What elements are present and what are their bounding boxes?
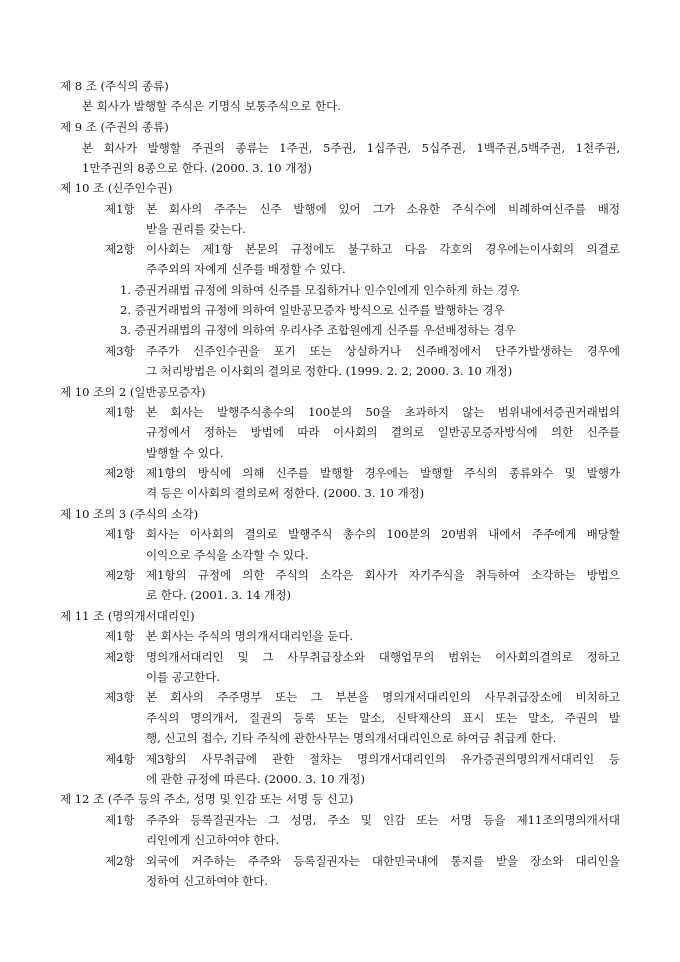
article-body-line: 본 회사가 발행할 주권의 종류는 1주권, 5주권, 1십주권, 5십주권, 1백주권,5백주권, 1천주권, [82, 141, 620, 155]
paragraph-line: 정하여 신고하여야 한다. [146, 874, 269, 888]
article-body-line: 본 회사가 발행할 주식은 기명식 보통주식으로 한다. [82, 99, 341, 113]
paragraph-label: 제2항 [105, 466, 135, 480]
paragraph-label: 제1항 [105, 405, 135, 419]
paragraph-line: 발행할 수 있다. [146, 446, 224, 460]
paragraph-line: 본 회사의 주주는 신주 발행에 있어 그가 소유한 주식수에 비례하여신주를 배정 [146, 202, 620, 216]
paragraph-line: 본 회사는 발행주식총수의 100분의 50을 초과하지 않는 범위내에서증권거래법의 [146, 405, 620, 419]
paragraph-label: 제2항 [105, 242, 135, 256]
paragraph-line: 행, 신고의 접수, 기타 주식에 관한사무는 명의개서대리인으로 하여금 취급케 한다. [146, 731, 557, 745]
paragraph-line: 주주와 등록질권자는 그 성명, 주소 및 인감 또는 서명 등을 제11조의명의개서대 [146, 813, 620, 827]
paragraph-line: 본 회사의 주주명부 또는 그 부본을 명의개서대리인의 사무취급장소에 비치하고 [146, 690, 620, 704]
article-heading: 제 10 조의 3 (주식의 소각) [60, 507, 199, 521]
paragraph-label: 제4항 [105, 752, 135, 766]
paragraph-line: 에 관한 규정에 따른다. (2000. 3. 10 개정) [146, 772, 365, 786]
paragraph-label: 제1항 [105, 527, 135, 541]
paragraph-label: 제2항 [105, 568, 135, 582]
list-item: 3. 증권거래법의 규정에 의하여 우리사주 조합원에게 신주를 우선배정하는 경우 [120, 323, 516, 337]
article-heading: 제 11 조 (명의개서대리인) [60, 609, 195, 623]
paragraph-line: 주주가 신주인수권을 포기 또는 상실하거나 신주배정에서 단주가발생하는 경우에 [146, 344, 620, 358]
article-body-line: 1만주권의 8종으로 한다. (2000. 3. 10 개정) [82, 161, 312, 175]
article-heading: 제 8 조 (주식의 종류) [60, 79, 169, 93]
paragraph-label: 제1항 [105, 629, 135, 643]
paragraph-label: 제2항 [105, 650, 135, 664]
paragraph-label: 제1항 [105, 813, 135, 827]
paragraph-line: 그 처리방법은 이사회의 결의로 정한다. (1999. 2. 2, 2000. 3. 10 개정) [146, 364, 513, 378]
paragraph-line: 리인에게 신고하여야 한다. [146, 833, 280, 847]
paragraph-line: 제3항의 사무취급에 관한 절차는 명의개서대리인의 유가증권의명의개서대리인 등 [146, 752, 620, 766]
paragraph-line: 본 회사는 주식의 명의개서대리인을 둔다. [146, 629, 354, 643]
article-heading: 제 12 조 (주주 등의 주소, 성명 및 인감 또는 서명 등 신고) [60, 792, 354, 806]
article-heading: 제 10 조의 2 (일반공모증자) [60, 385, 206, 399]
paragraph-line: 외국에 거주하는 주주와 등록질권자는 대한민국내에 통지를 받을 장소와 대리인을 [146, 854, 620, 868]
paragraph-line: 주주외의 자에게 신주를 배정할 수 있다. [146, 262, 346, 276]
article-heading: 제 9 조 (주권의 종류) [60, 120, 169, 134]
list-item: 2. 증권거래법의 규정에 의하여 일반공모증자 방식으로 신주를 발행하는 경우 [120, 303, 505, 317]
paragraph-line: 회사는 이사회의 결의로 발행주식 총수의 100분의 20범위 내에서 주주에게 배당할 [146, 527, 620, 541]
paragraph-line: 규정에서 정하는 방법에 따라 이사회의 결의로 일반공모증자방식에 의한 신주를 [146, 425, 620, 439]
paragraph-line: 격 등은 이사회의 결의로써 정한다. (2000. 3. 10 개정) [146, 486, 425, 500]
paragraph-line: 명의개서대리인 및 그 사무취급장소와 대행업무의 범위는 이사회의결의로 정하고 [146, 650, 620, 664]
paragraph-line: 이익으로 주식을 소각할 수 있다. [146, 548, 309, 562]
paragraph-line: 로 한다. (2001. 3. 14 개정) [146, 588, 291, 602]
paragraph-line: 이를 공고한다. [146, 670, 220, 684]
paragraph-label: 제1항 [105, 202, 135, 216]
list-item: 1. 증권거래법 규정에 의하여 신주를 모집하거나 인수인에게 인수하게 하는 경우 [120, 283, 520, 297]
paragraph-label: 제2항 [105, 854, 135, 868]
paragraph-label: 제3항 [105, 690, 135, 704]
paragraph-line: 이사회는 제1항 본문의 규정에도 불구하고 다음 각호의 경우에는이사회의 의결로 [146, 242, 620, 256]
paragraph-line: 제1항의 규정에 의한 주식의 소각은 회사가 자기주식을 취득하여 소각하는 방법으 [146, 568, 620, 582]
paragraph-line: 받을 권리를 갖는다. [146, 222, 246, 236]
paragraph-line: 제1항의 방식에 의해 신주를 발행할 경우에는 발행할 주식의 종류와수 및 발행가 [146, 466, 620, 480]
paragraph-line: 주식의 명의개서, 질권의 등록 또는 말소, 신탁재산의 표시 또는 말소, 주권의 발 [146, 711, 620, 725]
paragraph-label: 제3항 [105, 344, 135, 358]
article-heading: 제 10 조 (신주인수권) [60, 181, 173, 195]
